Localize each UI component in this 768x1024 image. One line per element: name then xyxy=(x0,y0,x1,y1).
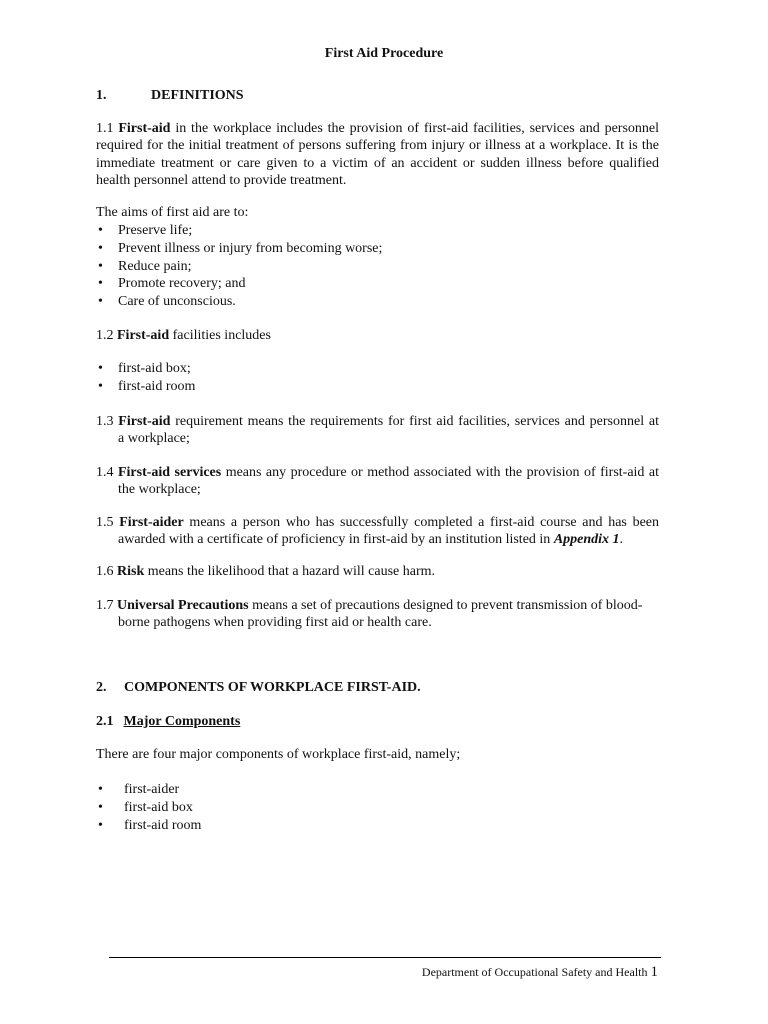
footer-divider xyxy=(109,957,661,958)
components-list xyxy=(96,781,201,834)
list-item: • Promote recovery; and xyxy=(96,275,382,293)
section-title: COMPONENTS OF WORKPLACE FIRST-AID. xyxy=(124,680,421,695)
definition-1-5: 1.5 First-aider means a person who has successfully completed a first-aid course and has been awarded with a certificate of proficiency in first-aid by an institution listed in Appendix 1. xyxy=(96,515,660,547)
footer-department: Department of Occupational Safety and Health xyxy=(421,965,648,979)
subsection-2-1-heading xyxy=(96,713,240,731)
section-number: 1. xyxy=(96,88,107,103)
section-number: 2. xyxy=(96,680,107,695)
definition-1-1: 1.1 First-aid in the workplace includes the provision of first-aid facilities, services and personnel required for the initial treatment of persons suffering from injury or illness at a workplace. It is the immediate treatment or care given to a victim of an accident or sudden illness before qualified health personnel attend to provide treatment. xyxy=(96,121,660,188)
list-item: • first-aid room xyxy=(96,378,195,396)
section-1-heading xyxy=(96,87,244,105)
section-2-heading xyxy=(96,679,421,697)
definition-term: First-aid xyxy=(117,328,170,343)
list-item: • Care of unconscious. xyxy=(96,293,382,311)
definition-1-3: 1.3 First-aid requirement means the requirements for first aid facilities, services and personnel at a workplace; xyxy=(96,414,659,446)
page-footer xyxy=(422,963,658,981)
appendix-reference: Appendix 1 xyxy=(553,532,620,547)
subsection-title: Major Components xyxy=(123,714,241,729)
list-item: • Prevent illness or injury from becoming worse; xyxy=(96,240,382,258)
definition-1-7: 1.7 Universal Precautions means a set of precautions designed to prevent transmission of blood- borne pathogens when providing first aid or health care. xyxy=(96,598,643,630)
definition-term: First-aid xyxy=(118,414,171,429)
definition-1-6: 1.6 Risk means the likelihood that a hazard will cause harm. xyxy=(96,564,436,579)
list-item: • first-aid room xyxy=(96,817,201,835)
definition-term: First-aid xyxy=(118,121,171,136)
list-item: • Preserve life; xyxy=(96,222,382,240)
list-item: • first-aid box xyxy=(96,799,201,817)
aims-list xyxy=(96,222,382,311)
list-item: • first-aid box; xyxy=(96,360,195,378)
list-item: • first-aider xyxy=(96,781,201,799)
aims-intro: The aims of first aid are to: xyxy=(96,205,249,220)
definition-1-2: 1.2 First-aid facilities includes xyxy=(96,328,271,343)
definition-term: First-aid services xyxy=(117,465,222,480)
section-title: DEFINITIONS xyxy=(151,88,244,103)
document-title: First Aid Procedure xyxy=(324,46,444,61)
definition-1-4: 1.4 First-aid services means any procedure or method associated with the provision of first-aid at the workplace; xyxy=(96,465,660,497)
list-item: • Reduce pain; xyxy=(96,258,382,276)
facilities-list xyxy=(96,360,195,396)
page-number: 1 xyxy=(650,964,658,980)
components-intro: There are four major components of workplace first-aid, namely; xyxy=(96,747,461,762)
subsection-number: 2.1 xyxy=(96,714,114,729)
definition-term: Risk xyxy=(117,564,145,579)
definition-term: Universal Precautions xyxy=(117,598,249,613)
definition-term: First-aider xyxy=(119,515,184,530)
